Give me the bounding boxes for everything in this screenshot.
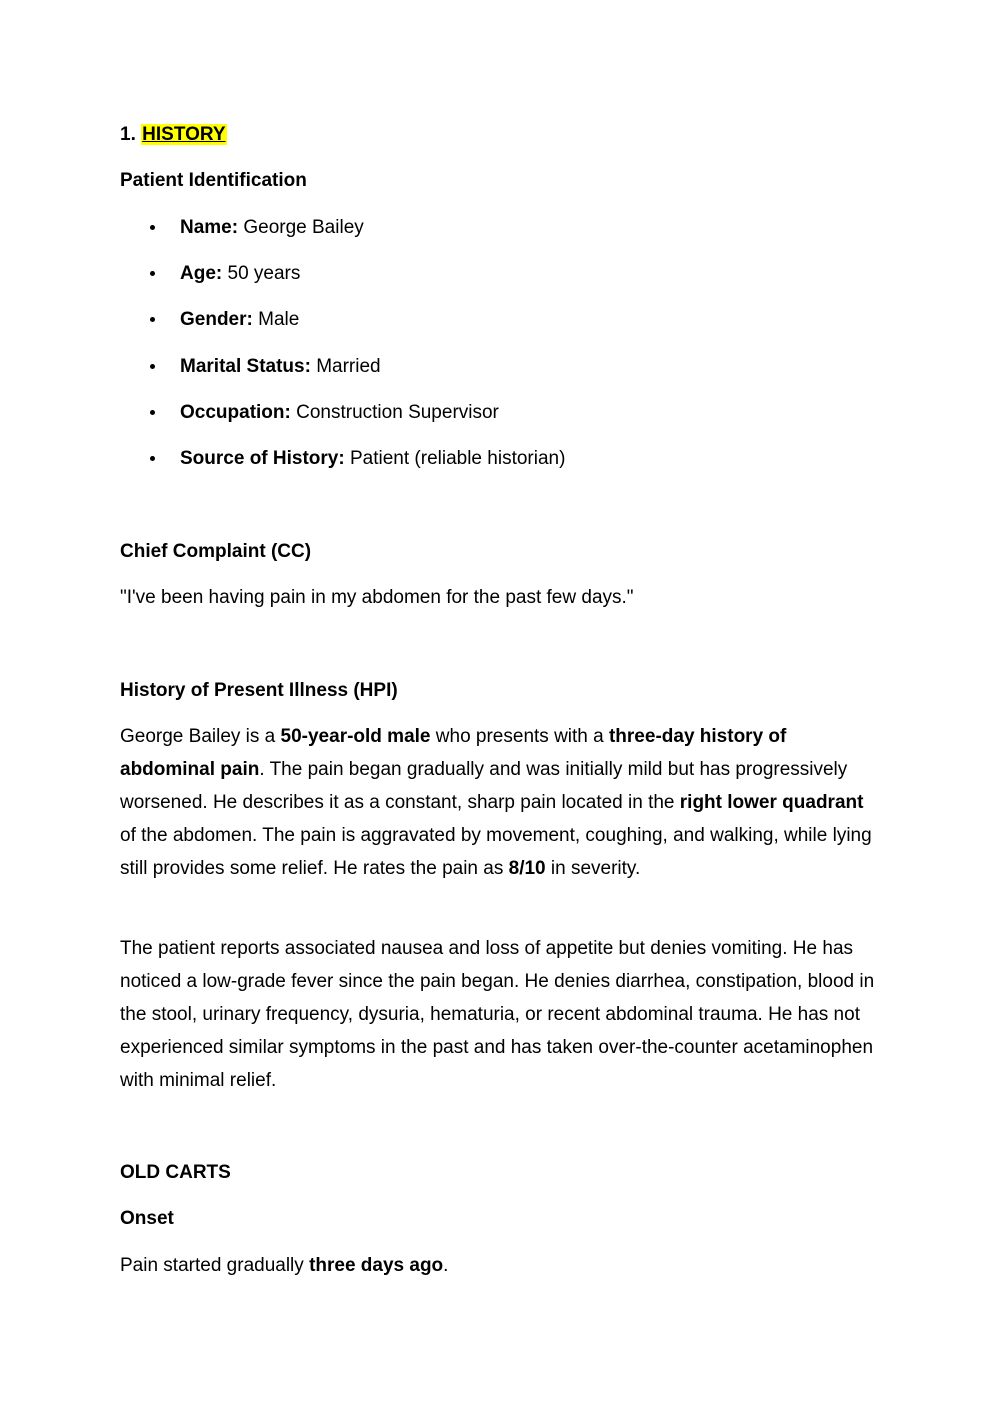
item-value: Patient (reliable historian) — [349, 448, 566, 469]
text-run: who presents with a — [430, 726, 609, 747]
item-label: Gender: — [180, 309, 253, 330]
item-value: George Bailey — [243, 217, 364, 238]
chief-complaint-text: "I've been having pain in my abdomen for the past few days." — [120, 587, 634, 608]
bullet-icon — [150, 271, 155, 276]
emphasis-run: right lower quadrant — [679, 792, 864, 813]
item-value: Married — [316, 356, 381, 377]
item-label: Name: — [180, 217, 239, 238]
item-label: Age: — [180, 263, 223, 284]
emphasis-run: 50-year-old male — [280, 726, 431, 747]
text-run: in severity. — [545, 858, 641, 879]
item-label: Occupation: — [180, 402, 291, 423]
emphasis-run: three-day history of abdominal pain — [120, 726, 787, 780]
bullet-icon — [150, 364, 155, 369]
hpi-paragraph-2: The patient reports associated nausea and loss of appetite but denies vomiting. He has noticed a low-grade fever since the pain began. He denies diarrhea, constipation, blood in the stool, urinary frequency, dysuria, hematuria, or recent abdominal trauma. He has not experienced similar symptoms in the past and has taken over-the-counter acetaminophen with minimal relief. — [120, 938, 875, 1091]
hpi-paragraph-1 — [120, 720, 880, 885]
text-run: George Bailey is a — [120, 726, 281, 747]
bullet-icon — [150, 225, 155, 230]
bullet-icon — [150, 456, 155, 461]
bullet-icon — [150, 317, 155, 322]
item-value: Male — [258, 309, 300, 330]
emphasis-run: three days ago — [309, 1255, 444, 1276]
item-value: 50 years — [227, 263, 301, 284]
old-carts-heading: OLD CARTS — [120, 1162, 231, 1183]
text-run: . The pain began gradually and was initially mild but has progressively worsened. He describes it as a constant, sharp pain located in the — [120, 759, 848, 813]
section-title-highlighted: HISTORY — [142, 124, 226, 145]
hpi-heading: History of Present Illness (HPI) — [120, 680, 398, 701]
bullet-icon — [150, 410, 155, 415]
chief-complaint-heading: Chief Complaint (CC) — [120, 541, 312, 562]
item-value: Construction Supervisor — [296, 402, 499, 423]
text-run: Pain started gradually — [120, 1255, 310, 1276]
section-heading — [120, 118, 227, 151]
section-number: 1. — [120, 124, 136, 145]
onset-heading: Onset — [120, 1208, 174, 1229]
item-label: Marital Status: — [180, 356, 311, 377]
emphasis-run: 8/10 — [508, 858, 546, 879]
text-run: . — [443, 1255, 449, 1276]
item-label: Source of History: — [180, 448, 345, 469]
patient-identification-heading: Patient Identification — [120, 170, 307, 191]
text-run: of the abdomen. The pain is aggravated by movement, coughing, and walking, while lying still provides some relief. He rates the pain as — [120, 825, 872, 879]
onset-text — [120, 1249, 448, 1282]
